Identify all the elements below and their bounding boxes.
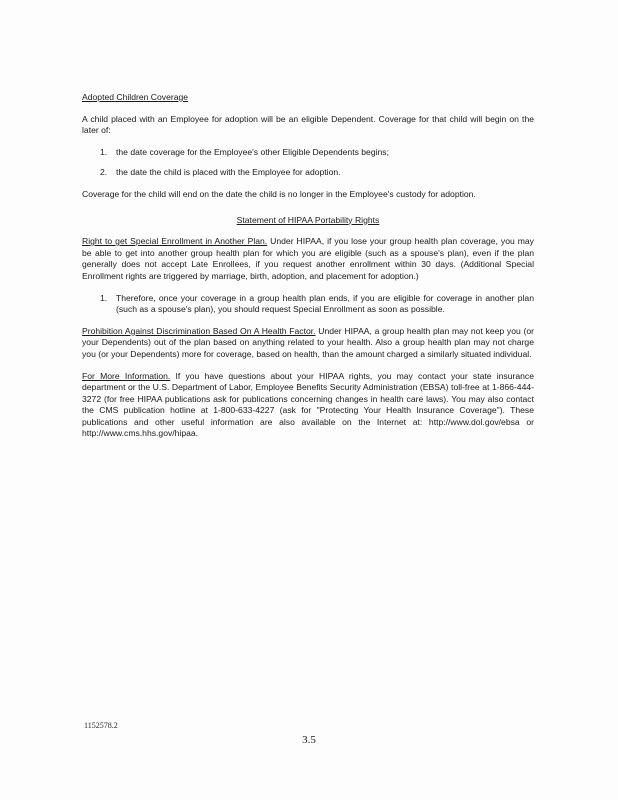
list-item-text: the date coverage for the Employee's other Eligible Dependents begins; [116,146,389,157]
prohibition-heading: Prohibition Against Discrimination Based On A Health Factor. [82,325,316,336]
list-item-number: 2. [100,167,108,178]
more-information-text: If you have questions about your HIPAA rights, you may contact your state insurance department or the U.S. Department of Labor, Employee Benefits Security Administration (EBSA) toll-free at 1-866-444-3272 (for free HIPAA publications ask for publications concerning changes in health care laws). You may also contact the CMS publication hotline at 1-800-633-4227 (ask for "Protecting Your Health Insurance Coverage"). These publications and other useful information are also available on the Internet at: http://www.dol.gov/ebsa or http://www.cms.hhs.gov/hipaa. [82,370,534,439]
special-enrollment-heading: Right to get Special Enrollment in Another Plan. [82,236,268,247]
page-number: 3.5 [302,734,316,746]
more-information-paragraph [82,371,534,441]
list-item-number: 1. [100,146,108,157]
adopted-children-list [82,147,534,179]
adopted-children-intro: A child placed with an Employee for adoption will be an eligible Dependent. Coverage for that child will begin on the later of: [82,113,534,136]
document-id: 1152578.2 [84,721,118,730]
list-item-number: 1. [100,292,108,303]
list-item [82,293,534,316]
list-item-text: the date the child is placed with the Employee for adoption. [116,167,341,178]
special-enrollment-paragraph [82,236,534,282]
adopted-children-heading: Adopted Children Coverage [82,92,189,102]
more-information-heading: For More Information. [82,370,171,381]
prohibition-text: Under HIPAA, a group health plan may not keep you (or your Dependents) out of the plan based on anything related to your health. Also a group health plan may not charge you (or your Dependents) more for coverage, based on health, than the amount charged a similarly situated individual. [82,325,534,359]
special-enrollment-text: Under HIPAA, if you lose your group health plan coverage, you may be able to get into another group health plan for which you are eligible (such as a spouse's plan), even if the plan generally does not accept Late Enrollees, if you request another enrollment within 30 days. (Additional Special Enrollment rights are triggered by marriage, birth, adoption, and placement for adoption.) [82,236,534,281]
special-enrollment-list [82,293,534,316]
prohibition-paragraph [82,326,534,361]
list-item [82,167,534,179]
list-item-text: Therefore, once your coverage in a group health plan ends, if you are eligible for coverage in another plan (such as a spouse's plan), you should request Special Enrollment as soon as possible. [116,292,534,315]
hipaa-statement-title: Statement of HIPAA Portability Rights [236,214,380,225]
document-body [82,92,534,450]
list-item [82,147,534,159]
adopted-coverage-end: Coverage for the child will end on the date the child is no longer in the Employee's custody for adoption. [82,188,476,199]
